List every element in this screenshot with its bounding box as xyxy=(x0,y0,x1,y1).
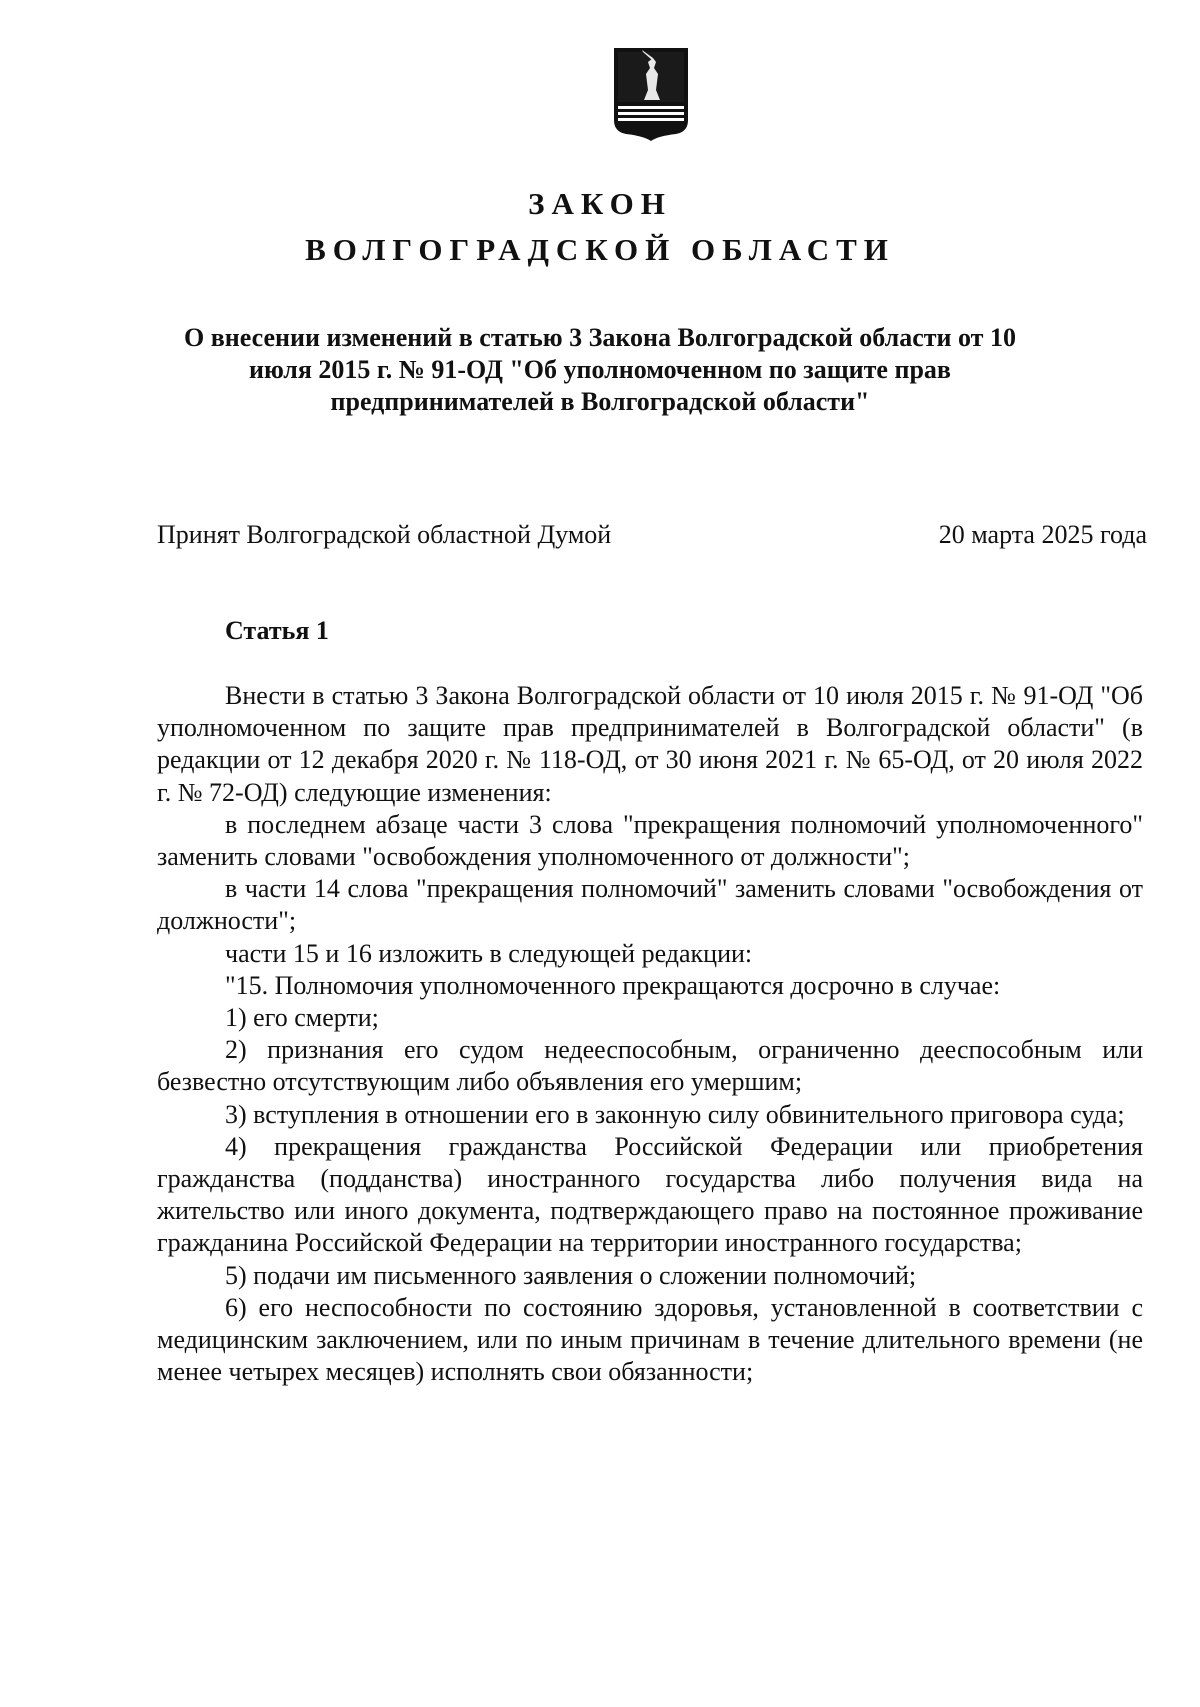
paragraph: 1) его смерти; xyxy=(225,1003,379,1033)
paragraph: 6) его неспособности по состоянию здоровья, установленной в соответствии с медицинским заключением, или по иным причинам в течение длительного времени (не менее четырех месяцев) исполнять свои обязанности; xyxy=(157,1292,1143,1387)
document-subtitle: О внесении изменений в статью 3 Закона Волгоградской области от 10 июля 2015 г. № 91-ОД "Об уполномоченном по защите прав предпринимателей в Волгоградской области" xyxy=(184,323,1016,416)
paragraph: 2) признания его судом недееспособным, ограниченно дееспособным или безвестно отсутствующим либо объявления его умершим; xyxy=(157,1035,1143,1097)
document-title: ЗАКОН xyxy=(528,186,672,221)
paragraph: 3) вступления в отношении его в законную силу обвинительного приговора суда; xyxy=(225,1099,1125,1129)
paragraph: "15. Полномочия уполномоченного прекращаются досрочно в случае: xyxy=(225,970,1001,1000)
article-heading: Статья 1 xyxy=(225,616,329,645)
paragraph: в части 14 слова "прекращения полномочий" заменить словами "освобождения от должности"; xyxy=(157,874,1143,936)
volgograd-coat-of-arms-icon xyxy=(612,46,690,142)
document-region: ВОЛГОГРАДСКОЙ ОБЛАСТИ xyxy=(305,232,895,267)
article-body xyxy=(157,680,1143,1388)
paragraph: 4) прекращения гражданства Российской Федерации или приобретения гражданства (подданства) иностранного государства либо получения вида на жительство или иного документа, подтверждающего право на постоянное проживание гражданина Российской Федерации на территории иностранного государства; xyxy=(157,1131,1143,1258)
adopted-by: Принят Волгоградской областной Думой xyxy=(157,520,612,549)
paragraph: части 15 и 16 изложить в следующей редакции: xyxy=(225,938,753,968)
paragraph: Внести в статью 3 Закона Волгоградской области от 10 июля 2015 г. № 91-ОД "Об уполномоченном по защите прав предпринимателей в Волгоградской области" (в редакции от 12 декабря 2020 г. № 118-ОД, от 30 июня 2021 г. № 65-ОД, от 20 июля 2022 г. № 72-ОД) следующие изменения: xyxy=(157,681,1143,807)
paragraph: в последнем абзаце части 3 слова "прекращения полномочий уполномоченного" заменить словами "освобождения уполномоченного от должности"; xyxy=(157,809,1143,872)
adopted-date: 20 марта 2025 года xyxy=(938,520,1147,549)
paragraph: 5) подачи им письменного заявления о сложении полномочий; xyxy=(225,1260,917,1290)
